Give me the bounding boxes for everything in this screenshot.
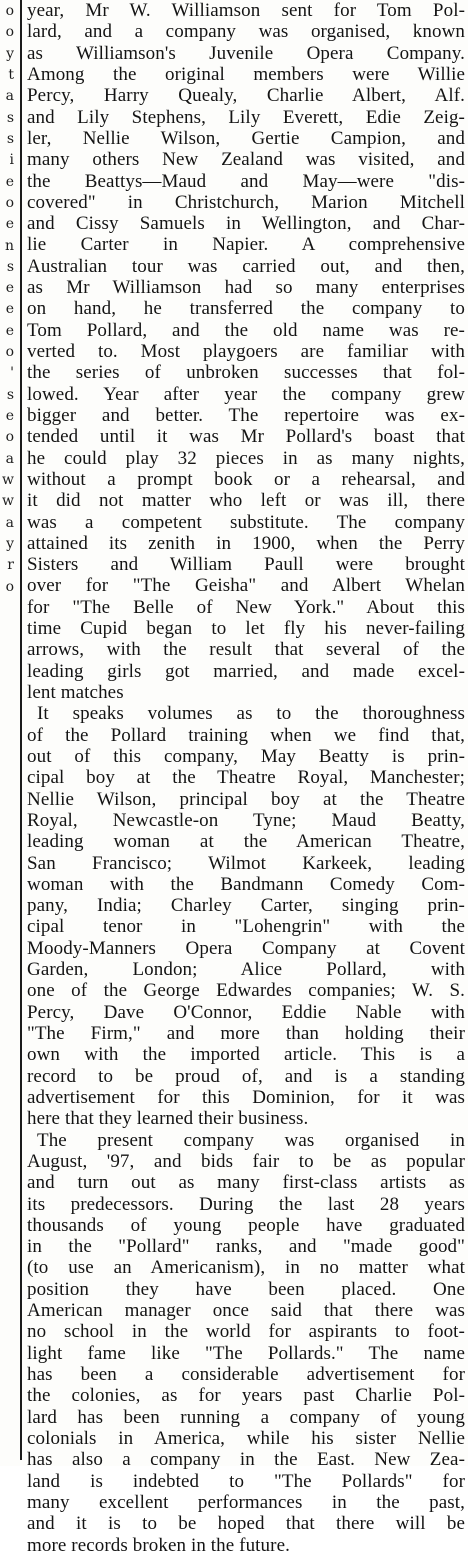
text-line: San Francisco; Wilmot Karkeek, leading (27, 852, 465, 874)
text-line: many excellent performances in the past, (27, 1491, 465, 1513)
text-line: Australian tour was carried out, and then, (27, 255, 465, 277)
text-line: lard has been running a company of young (27, 1406, 465, 1428)
text-line: as Williamson's Juvenile Opera Company. (27, 42, 465, 64)
text-line: as Mr Williamson had so many enterprises (27, 277, 465, 299)
text-line: record to be proud of, and is a standing (27, 1065, 465, 1087)
text-line: Percy, Dave O'Connor, Eddie Nable with (27, 1001, 465, 1023)
text-line: land is indebted to "The Pollards" for (27, 1470, 465, 1492)
margin-fragment: o (5, 578, 14, 595)
margin-fragment: t (8, 66, 14, 83)
text-line: over for "The Geisha" and Albert Whelan (27, 575, 465, 597)
text-line: leading woman at the American Theatre, (27, 831, 465, 853)
text-line: lie Carter in Napier. A comprehensive (27, 234, 465, 256)
margin-fragment: w (2, 493, 14, 510)
text-line: cipal boy at the Theatre Royal, Manchester; (27, 767, 465, 789)
text-line: bigger and better. The repertoire was ex- (27, 404, 465, 426)
text-line: and Lily Stephens, Lily Everett, Edie Zeig- (27, 106, 465, 128)
text-line: time Cupid began to let fly his never-failing (27, 618, 465, 640)
margin-fragment: s (6, 258, 14, 275)
adjacent-column-fragment (0, 0, 14, 1466)
text-line: cipal tenor in "Lohengrin" with the (27, 916, 465, 938)
margin-fragment: y (6, 45, 14, 62)
text-line: has also a company in the East. New Zea- (27, 1449, 465, 1471)
text-line: he could play 32 pieces in as many nights, (27, 447, 465, 469)
text-line: Garden, London; Alice Pollard, with (27, 959, 465, 981)
text-line: ler, Nellie Wilson, Gertie Campion, and (27, 127, 465, 149)
margin-fragment: o (5, 24, 14, 41)
text-line: Royal, Newcastle-on Tyne; Maud Beatty, (27, 809, 465, 831)
article-body (27, 0, 465, 1556)
margin-fragment: e (5, 173, 14, 190)
article-paragraph (27, 1130, 465, 1556)
text-line: covered" in Christchurch, Marion Mitchell (27, 191, 465, 213)
text-line: Moody-Manners Opera Company at Covent (27, 937, 465, 959)
text-line: advertisement for this Dominion, for it was (27, 1086, 465, 1108)
text-line: colonials in America, while his sister Nellie (27, 1427, 465, 1449)
margin-fragment: y (6, 536, 14, 552)
text-line: of the Pollard training when we find that, (27, 724, 465, 746)
text-line: no school in the world for aspirants to foot- (27, 1321, 465, 1343)
text-line: It speaks volumes as to the thoroughness (37, 703, 465, 725)
text-line: Nellie Wilson, principal boy at the Theatre (27, 788, 465, 810)
text-line: Tom Pollard, and the old name was re- (27, 319, 465, 341)
text-line: leading girls got married, and made excel- (27, 660, 465, 682)
text-line: tended until it was Mr Pollard's boast that (27, 426, 465, 448)
text-line: thousands of young people have graduated (27, 1214, 465, 1236)
margin-fragment: r (7, 557, 14, 574)
text-line: lowed. Year after year the company grew (27, 383, 465, 405)
text-line: American manager once said that there was (27, 1300, 465, 1322)
text-line: it did not matter who left or was ill, there (27, 490, 465, 512)
column-rule (20, 0, 22, 1460)
article-paragraph (27, 703, 465, 1129)
article-paragraph (27, 0, 465, 703)
margin-fragment: e (5, 322, 14, 339)
text-line: many others New Zealand was visited, and (27, 149, 465, 171)
text-line: in the "Pollard" ranks, and "made good" (27, 1236, 465, 1258)
text-line: pany, India; Charley Carter, singing prin- (27, 895, 465, 917)
text-line: Percy, Harry Quealy, Charlie Albert, Alf. (27, 85, 465, 107)
text-line: its predecessors. During the last 28 years (27, 1193, 465, 1215)
text-line: position they have been placed. One (27, 1278, 465, 1300)
text-line: out of this company, May Beatty is prin- (27, 745, 465, 767)
text-line: on hand, he transferred the company to (27, 298, 465, 320)
text-line: (to use an Americanism), in no matter what (27, 1257, 465, 1279)
margin-fragment: ' (10, 365, 14, 382)
text-line: lard, and a company was organised, known (27, 21, 465, 43)
text-line: here that they learned their business. (27, 1108, 309, 1130)
text-line: Sisters and William Paull were brought (27, 554, 465, 576)
text-line: Among the original members were Willie (27, 63, 465, 85)
margin-fragment: i (9, 152, 14, 169)
text-line: and it is to be hoped that there will be (27, 1513, 465, 1535)
text-line: year, Mr W. Williamson sent for Tom Pol- (27, 0, 465, 21)
margin-fragment: o (5, 3, 14, 19)
text-line: "The Firm," and more than holding their (27, 1023, 465, 1044)
margin-fragment: a (5, 450, 14, 467)
text-line: light fame like "The Pollards." The name (27, 1342, 465, 1364)
text-line: has been a considerable advertisement for (27, 1364, 465, 1385)
text-line: the colonies, as for years past Charlie Pol- (27, 1385, 465, 1407)
text-line: and Cissy Samuels in Wellington, and Char- (27, 213, 465, 235)
text-line: August, '97, and bids fair to be as popular (27, 1150, 465, 1172)
text-line: more records broken in the future. (27, 1534, 290, 1556)
margin-fragment: o (5, 344, 14, 361)
text-line: woman with the Bandmann Comedy Com- (27, 873, 465, 895)
margin-fragment: o (5, 429, 14, 446)
text-line: own with the imported article. This is a (27, 1044, 465, 1066)
text-line: attained its zenith in 1900, when the Perry (27, 532, 465, 554)
text-line: verted to. Most playgoers are familiar with (27, 341, 465, 362)
text-line: arrows, with the result that several of the (27, 639, 465, 661)
text-line: the Beattys—Maud and May—were "dis- (27, 170, 465, 192)
margin-fragment: e (5, 216, 14, 233)
margin-fragment: w (2, 472, 14, 489)
text-line: without a prompt book or a rehearsal, and (27, 468, 465, 490)
margin-fragment: o (5, 194, 14, 211)
margin-fragment: s (6, 109, 14, 126)
margin-fragment: e (5, 301, 14, 318)
text-line: The present company was organised in (37, 1129, 465, 1151)
text-line: and turn out as many first-class artists as (27, 1172, 465, 1194)
margin-fragment: e (5, 408, 14, 425)
margin-fragment: e (5, 280, 14, 297)
margin-fragment: a (5, 514, 14, 531)
text-line: the series of unbroken successes that fol- (27, 362, 465, 384)
text-line: was a competent substitute. The company (27, 511, 465, 533)
text-line: for "The Belle of New York." About this (27, 596, 465, 618)
text-line: one of the George Edwardes companies; W. S. (27, 980, 465, 1002)
margin-fragment: n (4, 237, 14, 254)
margin-fragment: s (6, 130, 14, 147)
text-line: lent matches (27, 682, 124, 703)
margin-fragment: s (6, 386, 14, 403)
margin-fragment: a (5, 88, 14, 105)
